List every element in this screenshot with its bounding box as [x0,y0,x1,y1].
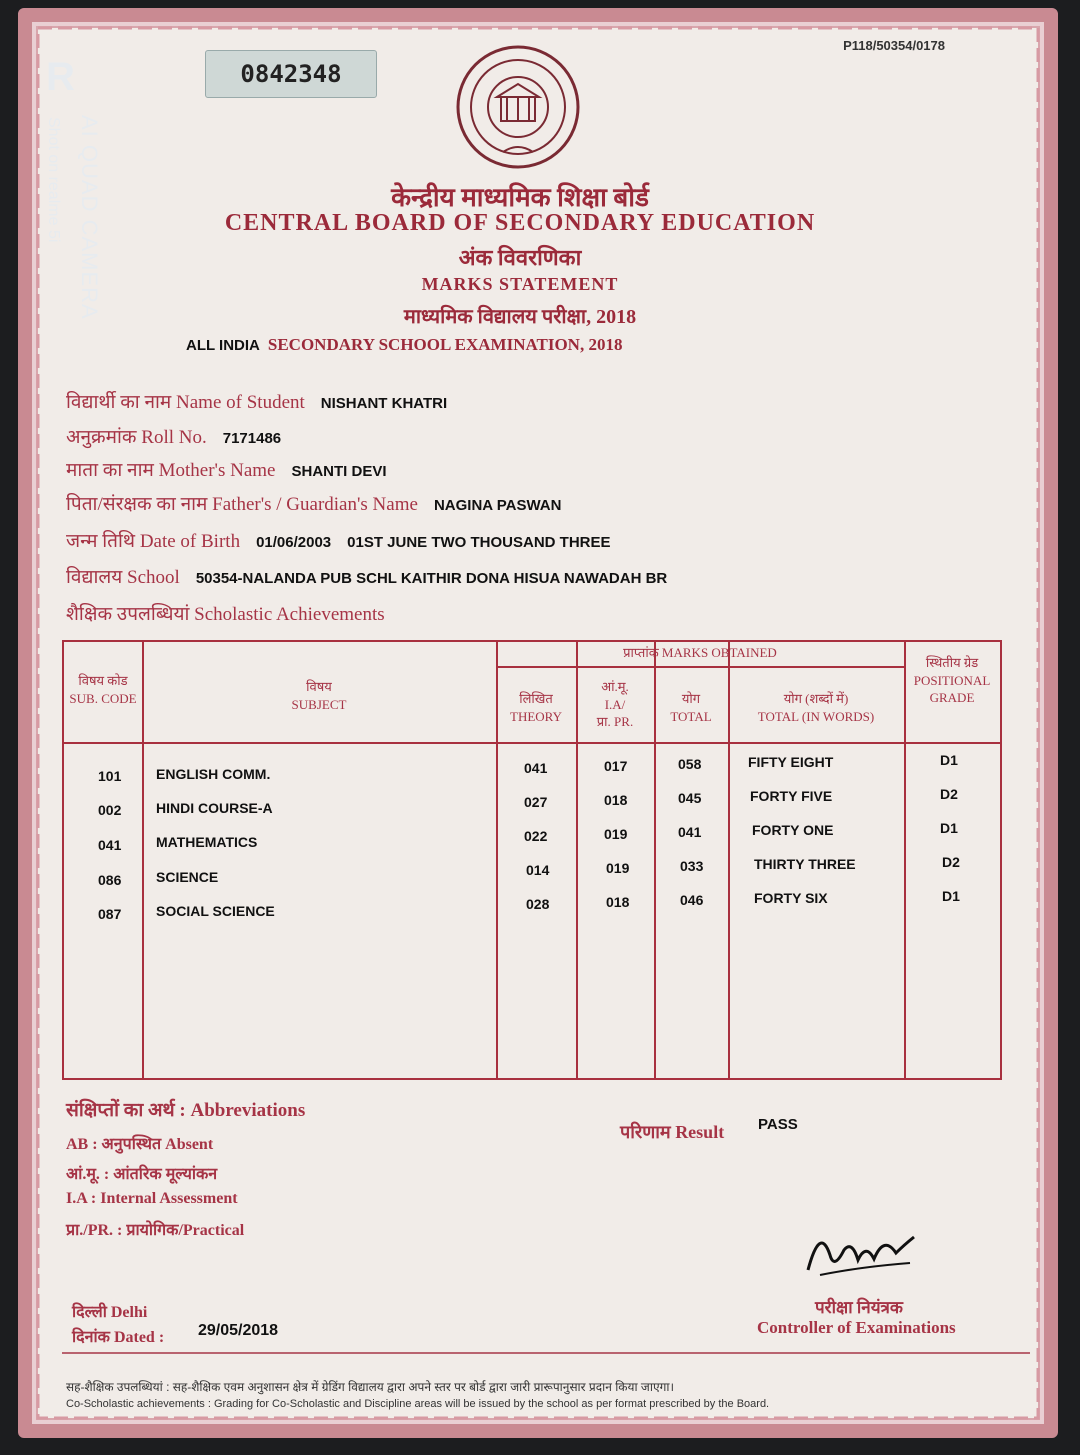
student-name-label: विद्यार्थी का नाम Name of Student [66,392,305,413]
sub-total: 033 [680,858,704,874]
roll-number-value: 7171486 [222,430,282,447]
sub-words: FORTY FIVE [750,788,833,804]
statement-title-hindi: अंक विवरणिका [458,245,582,270]
abbr-absent: AB : अनुपस्थित Absent [66,1136,214,1153]
mother-name-value: SHANTI DEVI [291,463,387,480]
board-name-english: CENTRAL BOARD OF SECONDARY EDUCATION [224,210,816,236]
sub-total: 046 [680,892,704,908]
sub-theory: 041 [524,760,548,776]
th-code-en: SUB. CODE [69,690,137,706]
all-india-label: ALL INDIA [186,337,260,354]
abbr-ia-hindi: आं.मू. : आंतरिक मूल्यांकन [66,1166,218,1183]
exam-title-hindi: माध्यमिक विद्यालय परीक्षा, 2018 [403,306,637,328]
exam-title-english [186,335,622,355]
th-theory-en: THEORY [510,708,562,724]
sub-ia: 018 [604,792,628,808]
date-value: 29/05/2018 [198,1322,279,1339]
sub-grade: D2 [940,786,958,802]
th-words-en: TOTAL (IN WORDS) [757,708,875,724]
certificate-number: 0842348 [205,50,377,98]
roll-number-label: अनुक्रमांक Roll No. [66,427,207,448]
sub-name: HINDI COURSE-A [156,800,273,816]
sub-theory: 028 [526,896,550,912]
th-subject-en: SUBJECT [291,696,347,712]
sub-code: 041 [98,837,122,853]
father-name-value: NAGINA PASWAN [433,497,562,514]
sub-words: FIFTY EIGHT [748,754,834,770]
sub-words: THIRTY THREE [754,856,856,872]
controller-signature-icon [800,1215,920,1285]
sub-theory: 014 [526,862,550,878]
board-name-hindi: केन्द्रीय माध्यमिक शिक्षा बोर्ड [391,183,649,212]
sub-words: FORTY ONE [752,822,834,838]
sub-grade: D2 [942,854,960,870]
shot-on-label: Shot on realme 5i [45,117,62,243]
th-total-en: TOTAL [670,708,712,724]
realme-logo: R [46,55,75,99]
result-value: PASS [758,1116,798,1133]
dated-label: दिनांक Dated : [72,1329,165,1346]
mother-name-row [66,456,387,482]
sub-grade: D1 [940,820,958,836]
th-theory-hi: लिखित [519,691,553,706]
sub-theory: 027 [524,794,548,810]
school-label: विद्यालय School [66,567,180,588]
father-name-row [66,490,561,516]
student-name-row [66,388,447,414]
sub-ia: 019 [606,860,630,876]
school-row [66,563,667,589]
dob-row [66,527,611,553]
marks-table [62,640,1002,1080]
sub-words: FORTY SIX [754,890,828,906]
exam-name: SECONDARY SCHOOL EXAMINATION, 2018 [267,335,623,354]
scholastic-heading: शैक्षिक उपलब्धियां Scholastic Achievements [66,604,385,625]
sub-ia: 019 [604,826,628,842]
camera-watermark [45,55,102,320]
th-total-hi: योग [681,691,701,706]
sub-ia: 017 [604,758,628,774]
th-marks-obtained: प्राप्तांक MARKS OBTAINED [623,645,777,660]
th-ia-hi: आं.मू. [601,679,629,694]
sub-code: 101 [98,768,122,784]
serial-number: P118/50354/0178 [843,38,945,53]
student-name-value: NISHANT KHATRI [320,395,448,412]
th-subject-hi: विषय [306,679,332,694]
th-code-hi: विषय कोड [78,673,128,688]
th-grade-hi: स्थितीय ग्रेड [925,655,979,670]
sub-code: 086 [98,872,122,888]
sub-grade: D1 [942,888,960,904]
sub-total: 041 [678,824,702,840]
dob-value: 01/06/2003 [256,534,332,551]
sub-code: 002 [98,802,122,818]
sub-name: MATHEMATICS [156,834,258,850]
roll-number-row [66,423,281,449]
sub-name: ENGLISH COMM. [156,766,271,782]
controller-title-hindi: परीक्षा नियंत्रक [815,1298,903,1317]
sub-total: 058 [678,756,702,772]
th-words-hi: योग (शब्दों में) [783,691,849,706]
footer-note-hindi: सह-शैक्षिक उपलब्धियां : सह-शैक्षिक एवम अनुशासन क्षेत्र में ग्रेडिंग विद्यालय द्वारा अपने स्तर पर बोर्ड द्वारा जारी प्रारूपानुसार प्रदान किया जाएगा। [66,1380,674,1394]
sub-code: 087 [98,906,122,922]
result-label: परिणाम Result [620,1122,725,1142]
statement-title-english: MARKS STATEMENT [421,274,619,294]
dob-label: जन्म तिथि Date of Birth [66,531,241,552]
cbse-emblem-icon [453,42,583,172]
th-ia-pr: प्रा. PR. [596,714,634,730]
abbr-practical: प्रा./PR. : प्रायोगिक/Practical [66,1222,245,1239]
controller-title-english: Controller of Examinations [757,1318,956,1337]
abbreviations-title: संक्षिप्तों का अर्थ : Abbreviations [66,1100,306,1121]
mother-name-label: माता का नाम Mother's Name [66,460,276,481]
sub-theory: 022 [524,828,548,844]
school-value: 50354-NALANDA PUB SCHL KAITHIR DONA HISUA NAWADAH BR [195,570,668,587]
father-name-label: पिता/संरक्षक का नाम Father's / Guardian's Name [66,494,418,515]
place-label: दिल्ली Delhi [72,1304,148,1321]
sub-grade: D1 [940,752,958,768]
abbr-ia-english: I.A : Internal Assessment [66,1190,238,1207]
sub-total: 045 [678,790,702,806]
footer-divider [62,1352,1030,1354]
footer-note-english: Co-Scholastic achievements : Grading for Co-Scholastic and Discipline areas will be issued by the school as per format prescribed by the Board. [66,1398,770,1410]
camera-label: AI QUAD CAMERA [77,115,102,320]
th-ia-en: I.A/ [604,696,626,712]
sub-ia: 018 [606,894,630,910]
dob-words: 01ST JUNE TWO THOUSAND THREE [347,534,611,551]
sub-name: SCIENCE [156,869,219,885]
sub-name: SOCIAL SCIENCE [156,903,275,919]
th-grade-en: POSITIONAL GRADE [913,672,991,706]
